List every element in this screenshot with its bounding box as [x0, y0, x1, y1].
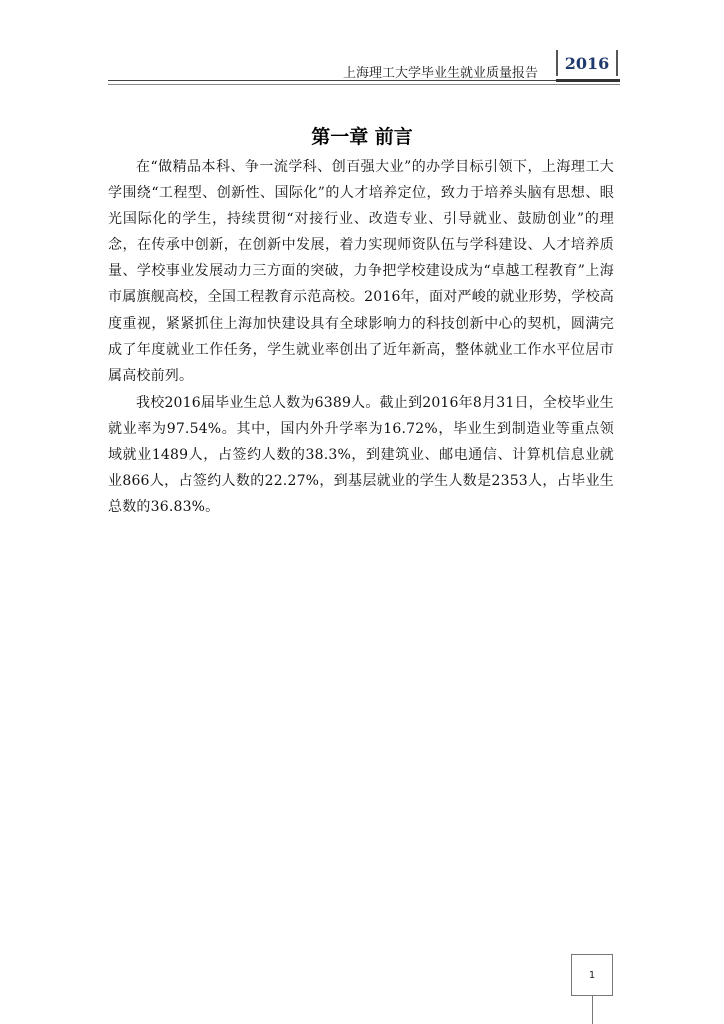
page-number-line	[592, 996, 593, 1024]
header-title: 上海理工大学毕业生就业质量报告	[343, 66, 539, 81]
chapter-title: 第一章 前言	[311, 126, 413, 148]
page-number: 1	[571, 954, 613, 996]
header-rule	[108, 80, 556, 81]
header-rule-bottom	[108, 84, 620, 85]
paragraph-intro: 在“做精品本科、争一流学科、创百强大业”的办学目标引领下，上海理工大学围绕“工程型、创新性、国际化”的人才培养定位，致力于培养头脑有思想、眼光国际化的学生，持续贯彻“对接行业、改造专业、引导就业、鼓励创业”的理念，在传承中创新，在创新中发展，着力实现师资队伍与学科建设、人才培养质量、学校事业发展动力三方面的突破，力争把学校建设成为“卓越工程教育”上海市属旗舰高校，全国工程教育示范高校。2016年，面对严峻的就业形势，学校高度重视，紧紧抓住上海加快建设具有全球影响力的科技创新中心的契机，圆满完成了年度就业工作任务，学生就业率创出了近年新高，整体就业工作水平位居市属高校前列。	[108, 159, 614, 384]
document-body	[108, 154, 614, 520]
paragraph-employment-stats: 我校2016届毕业生总人数为6389人。截止到2016年8月31日，全校毕业生就业率为97.54%。其中，国内外升学率为16.72%，毕业生到制造业等重点领域就业1489人，占签约人数的38.3%，到建筑业、邮电通信、计算机信息业就业866人，占签约人数的22.27%，到基层就业的学生人数是2353人，占毕业生总数的36.83%。	[108, 394, 614, 516]
header-year: 2016	[556, 50, 618, 76]
header-rule-accent	[556, 79, 620, 82]
